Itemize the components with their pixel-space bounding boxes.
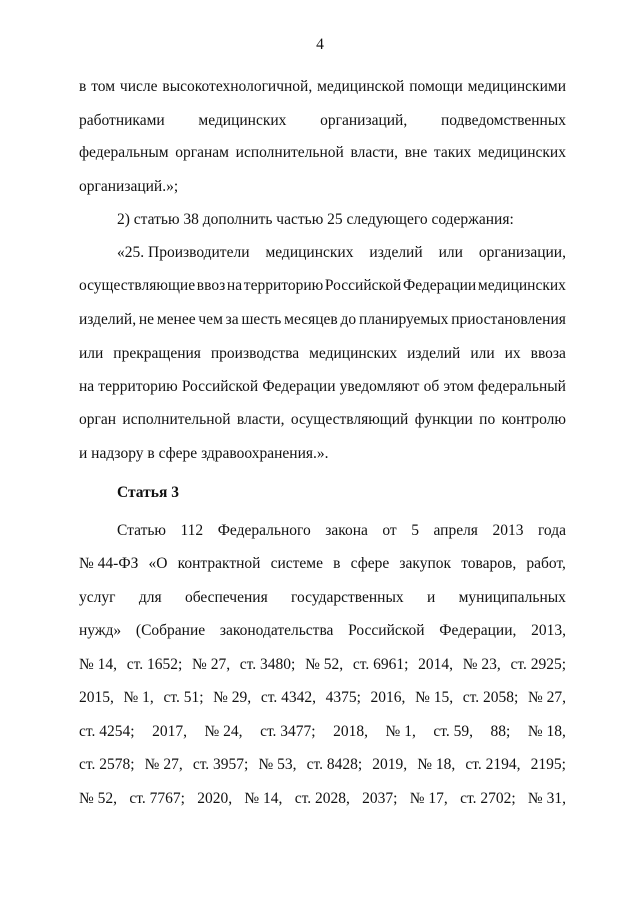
text-line bbox=[79, 721, 566, 743]
word: работниками bbox=[79, 112, 165, 129]
word: ст. 1652; bbox=[126, 656, 183, 673]
word: государственных bbox=[291, 589, 404, 606]
word: производства bbox=[210, 345, 300, 362]
word: № 24, bbox=[204, 723, 243, 740]
word: изделий bbox=[407, 345, 461, 362]
word: ст. 2925; bbox=[510, 656, 566, 673]
word: или bbox=[470, 345, 495, 362]
word: по bbox=[479, 411, 496, 428]
word: № 29, bbox=[213, 689, 252, 706]
word: в bbox=[333, 555, 341, 572]
word: числе bbox=[119, 78, 158, 95]
word: вне bbox=[404, 144, 428, 161]
word: № 27, bbox=[192, 656, 231, 673]
word: на bbox=[79, 378, 95, 395]
text-line bbox=[79, 587, 566, 609]
text-line bbox=[79, 110, 566, 132]
word: приостановления bbox=[451, 311, 566, 328]
word: № 53, bbox=[258, 756, 297, 773]
text-line bbox=[79, 343, 566, 365]
word: 88; bbox=[490, 723, 511, 740]
word: контрактной bbox=[177, 555, 261, 572]
word: медицинских bbox=[309, 345, 398, 362]
word: медицинских bbox=[265, 244, 354, 261]
word: изделий bbox=[369, 244, 423, 261]
word: 2015, bbox=[79, 689, 114, 706]
word: таких bbox=[433, 144, 472, 161]
word: 2013, bbox=[531, 622, 566, 639]
word: не bbox=[138, 311, 155, 328]
word: или bbox=[79, 345, 104, 362]
word: об bbox=[423, 378, 440, 395]
text-line bbox=[117, 209, 566, 231]
word: обеспечения bbox=[184, 589, 268, 606]
word: 2014, bbox=[418, 656, 453, 673]
word: планируемых bbox=[358, 311, 449, 328]
word: ст. 2578; bbox=[79, 756, 135, 773]
word: № 14, bbox=[244, 790, 283, 807]
text-line bbox=[79, 409, 566, 431]
text-line bbox=[79, 142, 566, 164]
word: для bbox=[138, 589, 162, 606]
word: 2013 bbox=[492, 522, 524, 539]
word: товаров, bbox=[461, 555, 517, 572]
word: № 52, bbox=[305, 656, 344, 673]
word: территорию bbox=[98, 378, 178, 395]
word: 2018, bbox=[333, 723, 369, 740]
word: № 18, bbox=[527, 723, 566, 740]
text-line bbox=[79, 553, 566, 575]
word: № 44-ФЗ bbox=[79, 555, 139, 572]
word: ст. 7767; bbox=[129, 790, 185, 807]
word: ввоз bbox=[196, 277, 226, 294]
word: № 1, bbox=[385, 723, 416, 740]
word: медицинской bbox=[317, 78, 405, 95]
page-number: 4 bbox=[316, 36, 324, 53]
word: 112 bbox=[180, 522, 204, 539]
word: Российской bbox=[181, 378, 259, 395]
word: Федерации bbox=[262, 378, 336, 395]
text-line bbox=[79, 788, 566, 810]
word: медицинскими bbox=[467, 78, 566, 95]
word: власти, bbox=[236, 411, 285, 428]
word: в bbox=[79, 78, 87, 95]
word: № 18, bbox=[417, 756, 456, 773]
word: 2019, bbox=[372, 756, 408, 773]
word: и надзору в сфере здравоохранения.». bbox=[79, 445, 329, 462]
word: месяцев bbox=[284, 311, 338, 328]
word: чем bbox=[198, 311, 223, 328]
word: сфере bbox=[350, 555, 390, 572]
text-line bbox=[79, 754, 566, 776]
word: шесть bbox=[241, 311, 282, 328]
word: прекращения bbox=[113, 345, 201, 362]
word: апреля bbox=[433, 522, 478, 539]
word: № 15, bbox=[415, 689, 454, 706]
word: их bbox=[504, 345, 521, 362]
word: (Собрание bbox=[135, 622, 206, 639]
word: до bbox=[340, 311, 357, 328]
text-line bbox=[79, 176, 566, 198]
word: Российской bbox=[324, 277, 402, 294]
word: контролю bbox=[501, 411, 566, 428]
word: работ, bbox=[526, 555, 566, 572]
word: 2020, bbox=[197, 790, 233, 807]
word: 2) статью 38 дополнить частью 25 следующего содержания: bbox=[117, 211, 514, 228]
word: 2195; bbox=[530, 756, 566, 773]
word: № 27, bbox=[144, 756, 183, 773]
word: том bbox=[91, 78, 116, 95]
word: власти, bbox=[350, 144, 399, 161]
word: 2037; bbox=[362, 790, 398, 807]
word: ст. 6961; bbox=[352, 656, 409, 673]
word: Статью bbox=[117, 522, 166, 539]
text-line bbox=[117, 242, 566, 264]
word: ст. 2028, bbox=[294, 790, 350, 807]
word: ст. 3480; bbox=[239, 656, 296, 673]
text-line bbox=[79, 309, 566, 331]
word: ввоза bbox=[530, 345, 566, 362]
word: на bbox=[226, 277, 243, 294]
text-line bbox=[79, 687, 566, 709]
word: осуществляющие bbox=[79, 277, 196, 294]
word: муниципальных bbox=[458, 589, 566, 606]
word: 2016, bbox=[370, 689, 406, 706]
word: медицинских bbox=[477, 144, 566, 161]
text-line bbox=[79, 620, 566, 642]
word: системе bbox=[270, 555, 323, 572]
word: осуществляющий bbox=[290, 411, 409, 428]
word: ст. 4254; bbox=[79, 723, 135, 740]
word: организаций, bbox=[320, 112, 408, 129]
word: Федерального bbox=[217, 522, 311, 539]
text-line bbox=[79, 443, 566, 465]
word: функции bbox=[414, 411, 473, 428]
word: медицинских bbox=[198, 112, 287, 129]
text-line bbox=[79, 275, 566, 297]
word: № 23, bbox=[462, 656, 501, 673]
word: Российской bbox=[348, 622, 425, 639]
word: ст. 59, bbox=[433, 723, 473, 740]
word: орган bbox=[79, 411, 117, 428]
word: менее bbox=[156, 311, 196, 328]
word: № 52, bbox=[79, 790, 118, 807]
word: ст. 2194, bbox=[465, 756, 521, 773]
text-line bbox=[117, 520, 566, 542]
section-heading bbox=[117, 482, 566, 504]
word: и bbox=[426, 589, 436, 606]
word: органам bbox=[175, 144, 229, 161]
word: помощи bbox=[409, 78, 463, 95]
word: за bbox=[225, 311, 239, 328]
word: подведомственных bbox=[440, 112, 566, 129]
word: территорию bbox=[243, 277, 324, 294]
word: организации, bbox=[478, 244, 566, 261]
word: года bbox=[537, 522, 566, 539]
word: нужд» bbox=[79, 622, 122, 639]
word: 5 bbox=[411, 522, 419, 539]
word: 2017, bbox=[152, 723, 187, 740]
word: Статья 3 bbox=[117, 484, 179, 501]
word: уведомляют bbox=[339, 378, 420, 395]
word: Федерации bbox=[403, 277, 477, 294]
word: этом bbox=[443, 378, 474, 395]
word: закона bbox=[325, 522, 368, 539]
word: исполнительной bbox=[122, 411, 231, 428]
word: медицинских bbox=[477, 277, 566, 294]
word: № 14, bbox=[79, 656, 118, 673]
word: № 27, bbox=[527, 689, 566, 706]
word: ст. 3957; bbox=[192, 756, 249, 773]
word: «О bbox=[148, 555, 168, 572]
word: ст. 2058; bbox=[462, 689, 519, 706]
text-line bbox=[79, 654, 566, 676]
word: услуг bbox=[79, 589, 116, 606]
word: от bbox=[382, 522, 397, 539]
word: законодательства bbox=[219, 622, 334, 639]
word: ст. 8428; bbox=[306, 756, 363, 773]
word: изделий, bbox=[79, 311, 137, 328]
word: № 1, bbox=[123, 689, 154, 706]
word: закупок bbox=[399, 555, 452, 572]
word: федеральный bbox=[477, 378, 566, 395]
word: высокотехнологичной, bbox=[162, 78, 313, 95]
word: 4375; bbox=[325, 689, 361, 706]
word: исполнительной bbox=[235, 144, 344, 161]
text-line bbox=[79, 76, 566, 98]
word: федеральным bbox=[79, 144, 169, 161]
word: организаций.»; bbox=[79, 178, 179, 195]
word: № 31, bbox=[527, 790, 566, 807]
text-line bbox=[79, 376, 566, 398]
word: ст. 51; bbox=[163, 689, 204, 706]
word: или bbox=[438, 244, 463, 261]
word: № 17, bbox=[409, 790, 448, 807]
word: «25. Производители bbox=[117, 244, 250, 261]
word: ст. 3477; bbox=[260, 723, 316, 740]
word: ст. 4342, bbox=[260, 689, 316, 706]
word: ст. 2702; bbox=[460, 790, 516, 807]
word: Федерации, bbox=[439, 622, 517, 639]
